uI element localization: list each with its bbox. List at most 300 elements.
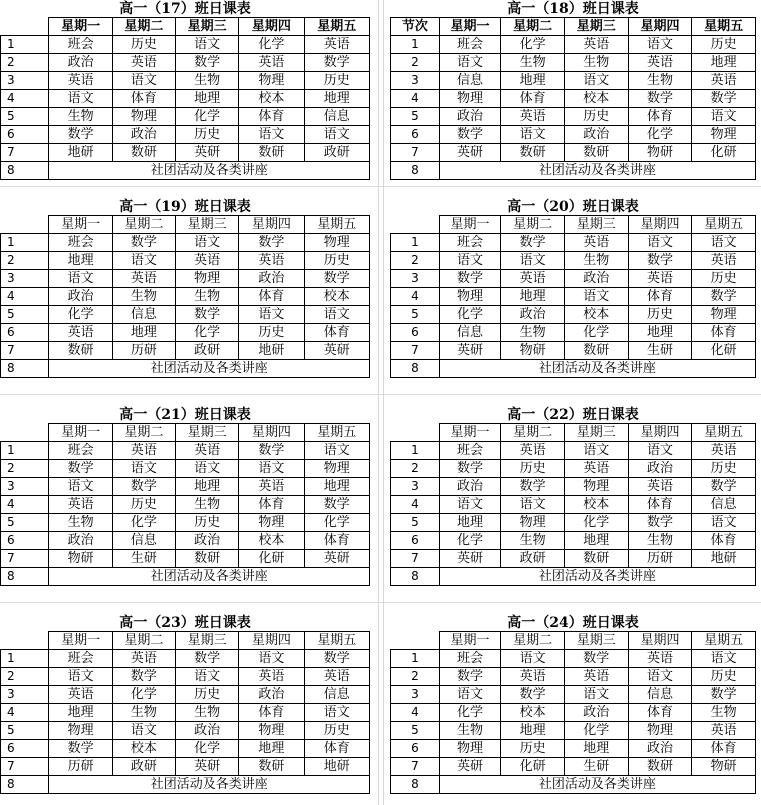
subject-cell: 历史 (239, 324, 304, 342)
subject-cell: 英语 (501, 442, 565, 460)
subject-cell: 政治 (175, 532, 238, 550)
period-number: 6 (1, 126, 49, 144)
subject-cell: 物理 (501, 514, 565, 532)
weekday-header: 星期三 (175, 18, 238, 36)
weekday-header: 星期四 (239, 632, 304, 650)
period-row (1, 342, 370, 360)
subject-cell: 化学 (501, 36, 565, 54)
weekday-header: 星期四 (239, 424, 304, 442)
period-row (391, 72, 756, 90)
period-number: 3 (1, 478, 49, 496)
period-row (1, 460, 370, 478)
period-number: 8 (391, 568, 440, 586)
weekday-header: 星期一 (439, 424, 501, 442)
subject-cell: 数研 (501, 144, 565, 162)
subject-cell: 历史 (692, 460, 756, 478)
sheet-gridline (383, 0, 384, 805)
subject-cell: 英语 (628, 270, 692, 288)
period-number: 5 (391, 722, 440, 740)
subject-cell: 班会 (49, 36, 112, 54)
period-number: 5 (391, 108, 440, 126)
subject-cell: 物理 (439, 740, 501, 758)
subject-cell: 地理 (564, 532, 628, 550)
weekday-header: 星期三 (564, 216, 628, 234)
period-row (1, 324, 370, 342)
subject-cell: 语文 (628, 442, 692, 460)
subject-cell: 数学 (439, 460, 501, 478)
subject-cell: 物理 (239, 72, 304, 90)
timetable-2 (390, 0, 756, 188)
subject-cell: 化学 (439, 306, 501, 324)
subject-cell: 英语 (49, 324, 112, 342)
subject-cell: 历史 (304, 72, 369, 90)
subject-cell: 英语 (501, 270, 565, 288)
period-number: 2 (391, 54, 440, 72)
weekday-header: 星期一 (439, 216, 501, 234)
period-row (1, 722, 370, 740)
period-row (391, 478, 756, 496)
subject-cell: 校本 (501, 704, 565, 722)
subject-cell: 化研 (692, 342, 756, 360)
subject-cell: 历史 (175, 514, 238, 532)
subject-cell: 信息 (439, 72, 501, 90)
subject-cell: 数学 (49, 126, 112, 144)
period-row (1, 668, 370, 686)
period-number: 4 (391, 90, 440, 108)
subject-cell: 政治 (175, 722, 238, 740)
period-number: 3 (391, 686, 440, 704)
timetable-grid (0, 215, 370, 378)
period-row (391, 704, 756, 722)
subject-cell: 语文 (304, 442, 369, 460)
period-row (391, 90, 756, 108)
activity-cell: 社团活动及各类讲座 (49, 162, 370, 180)
weekday-header: 星期二 (501, 424, 565, 442)
period-row (391, 668, 756, 686)
weekday-header: 星期三 (564, 18, 628, 36)
subject-cell: 地研 (239, 342, 304, 360)
subject-cell: 历研 (112, 342, 175, 360)
corner-cell (391, 632, 440, 650)
subject-cell: 英语 (692, 722, 756, 740)
period-number: 1 (1, 650, 49, 668)
period-number: 8 (391, 360, 440, 378)
weekday-header: 星期一 (49, 18, 112, 36)
weekday-header: 星期三 (564, 424, 628, 442)
period-number: 6 (391, 532, 440, 550)
period-row (1, 650, 370, 668)
subject-cell: 英研 (439, 758, 501, 776)
subject-cell: 语文 (501, 126, 565, 144)
subject-cell: 语文 (304, 306, 369, 324)
subject-cell: 历研 (49, 758, 112, 776)
subject-cell: 数学 (501, 686, 565, 704)
subject-cell: 语文 (304, 704, 369, 722)
header-row (1, 216, 370, 234)
subject-cell: 数学 (49, 740, 112, 758)
subject-cell: 历研 (628, 550, 692, 568)
weekday-header: 星期四 (628, 216, 692, 234)
subject-cell: 历史 (112, 496, 175, 514)
subject-cell: 政治 (439, 478, 501, 496)
subject-cell: 语文 (239, 126, 304, 144)
period-row (391, 686, 756, 704)
timetable-grid (390, 215, 756, 378)
subject-cell: 语文 (175, 668, 238, 686)
subject-cell: 生研 (112, 550, 175, 568)
subject-cell: 语文 (239, 460, 304, 478)
sheet-gridline (378, 0, 379, 805)
subject-cell: 体育 (628, 108, 692, 126)
subject-cell: 语文 (501, 252, 565, 270)
subject-cell: 化学 (239, 36, 304, 54)
subject-cell: 语文 (112, 252, 175, 270)
timetable-title: 高一（17）班日课表 (119, 1, 251, 17)
period-row (1, 90, 370, 108)
period-row (1, 252, 370, 270)
subject-cell: 数研 (564, 342, 628, 360)
subject-cell: 英语 (501, 668, 565, 686)
subject-cell: 生物 (628, 72, 692, 90)
sheet-gridline (0, 602, 761, 603)
subject-cell: 物理 (239, 514, 304, 532)
subject-cell: 语文 (49, 478, 112, 496)
weekday-header: 星期二 (501, 632, 565, 650)
period-number: 5 (1, 306, 49, 324)
subject-cell: 化学 (112, 514, 175, 532)
subject-cell: 语文 (175, 234, 238, 252)
period-row (391, 550, 756, 568)
activity-row (391, 360, 756, 378)
subject-cell: 生物 (564, 54, 628, 72)
sheet-gridline (0, 394, 761, 395)
subject-cell: 班会 (439, 234, 501, 252)
subject-cell: 语文 (628, 668, 692, 686)
weekday-header: 星期四 (239, 18, 304, 36)
subject-cell: 生研 (564, 758, 628, 776)
subject-cell: 数学 (175, 306, 238, 324)
period-row (391, 306, 756, 324)
subject-cell: 语文 (439, 686, 501, 704)
period-row (391, 722, 756, 740)
subject-cell: 英语 (239, 252, 304, 270)
subject-cell: 政治 (49, 54, 112, 72)
subject-cell: 生物 (628, 532, 692, 550)
subject-cell: 历史 (692, 36, 756, 54)
subject-cell: 语文 (239, 650, 304, 668)
weekday-header: 星期二 (112, 216, 175, 234)
subject-cell: 物理 (692, 306, 756, 324)
subject-cell: 英语 (49, 496, 112, 514)
period-number: 1 (1, 36, 49, 54)
subject-cell: 化研 (239, 550, 304, 568)
timetable-title: 高一（23）班日课表 (119, 615, 251, 631)
subject-cell: 数学 (692, 90, 756, 108)
weekday-header: 星期三 (175, 216, 238, 234)
subject-cell: 数研 (239, 758, 304, 776)
subject-cell: 班会 (439, 442, 501, 460)
period-row (391, 108, 756, 126)
timetable-title: 高一（19）班日课表 (119, 199, 251, 215)
period-row (1, 758, 370, 776)
corner-cell (391, 216, 440, 234)
period-header: 节次 (391, 18, 440, 36)
subject-cell: 地理 (501, 288, 565, 306)
period-row (391, 288, 756, 306)
subject-cell: 英语 (628, 54, 692, 72)
subject-cell: 校本 (112, 740, 175, 758)
subject-cell: 历史 (501, 740, 565, 758)
timetable-grid (0, 17, 370, 180)
weekday-header: 星期五 (304, 424, 369, 442)
period-row (1, 144, 370, 162)
subject-cell: 物研 (49, 550, 112, 568)
subject-cell: 政治 (239, 270, 304, 288)
timetable-title: 高一（22）班日课表 (507, 407, 639, 423)
period-row (1, 704, 370, 722)
subject-cell: 英语 (112, 270, 175, 288)
period-row (391, 758, 756, 776)
period-number: 7 (1, 342, 49, 360)
period-number: 8 (1, 360, 49, 378)
subject-cell: 政治 (112, 126, 175, 144)
subject-cell: 物理 (628, 722, 692, 740)
period-number: 6 (391, 324, 440, 342)
subject-cell: 政治 (628, 740, 692, 758)
header-row (391, 424, 756, 442)
period-row (1, 234, 370, 252)
subject-cell: 语文 (564, 72, 628, 90)
subject-cell: 历史 (564, 108, 628, 126)
subject-cell: 语文 (628, 36, 692, 54)
period-row (1, 550, 370, 568)
period-number: 3 (391, 270, 440, 288)
period-row (391, 234, 756, 252)
period-number: 7 (1, 758, 49, 776)
subject-cell: 政治 (439, 108, 501, 126)
subject-cell: 生物 (564, 252, 628, 270)
subject-cell: 英语 (112, 54, 175, 72)
period-row (391, 650, 756, 668)
subject-cell: 化学 (439, 532, 501, 550)
subject-cell: 历史 (112, 36, 175, 54)
subject-cell: 班会 (49, 234, 112, 252)
period-number: 3 (1, 72, 49, 90)
subject-cell: 体育 (501, 90, 565, 108)
subject-cell: 地理 (692, 54, 756, 72)
activity-cell: 社团活动及各类讲座 (49, 360, 370, 378)
subject-cell: 数研 (628, 758, 692, 776)
subject-cell: 生物 (175, 72, 238, 90)
subject-cell: 英研 (175, 758, 238, 776)
weekday-header: 星期四 (628, 18, 692, 36)
period-row (391, 144, 756, 162)
subject-cell: 校本 (564, 306, 628, 324)
activity-row (391, 162, 756, 180)
subject-cell: 英语 (304, 668, 369, 686)
subject-cell: 化学 (49, 306, 112, 324)
period-number: 4 (1, 288, 49, 306)
subject-cell: 体育 (628, 288, 692, 306)
subject-cell: 生物 (175, 288, 238, 306)
subject-cell: 英研 (439, 550, 501, 568)
weekday-header: 星期二 (112, 632, 175, 650)
period-number: 2 (391, 252, 440, 270)
subject-cell: 地研 (304, 758, 369, 776)
period-row (1, 108, 370, 126)
subject-cell: 政研 (175, 342, 238, 360)
period-number: 3 (391, 478, 440, 496)
corner-cell (1, 216, 49, 234)
subject-cell: 数学 (564, 650, 628, 668)
subject-cell: 物研 (501, 342, 565, 360)
period-number: 7 (391, 342, 440, 360)
timetable-title: 高一（18）班日课表 (507, 1, 639, 17)
subject-cell: 地理 (175, 478, 238, 496)
subject-cell: 数学 (304, 270, 369, 288)
subject-cell: 数学 (692, 686, 756, 704)
subject-cell: 物理 (304, 460, 369, 478)
subject-cell: 数学 (628, 252, 692, 270)
activity-row (1, 776, 370, 794)
period-number: 6 (1, 324, 49, 342)
period-row (1, 532, 370, 550)
activity-cell: 社团活动及各类讲座 (439, 360, 755, 378)
subject-cell: 地理 (439, 514, 501, 532)
period-number: 4 (1, 704, 49, 722)
subject-cell: 数研 (175, 550, 238, 568)
header-row (391, 632, 756, 650)
subject-cell: 语文 (692, 108, 756, 126)
period-number: 2 (1, 54, 49, 72)
period-number: 5 (1, 108, 49, 126)
period-number: 7 (1, 550, 49, 568)
subject-cell: 政治 (49, 532, 112, 550)
subject-cell: 地理 (49, 704, 112, 722)
subject-cell: 语文 (49, 668, 112, 686)
period-number: 8 (1, 568, 49, 586)
subject-cell: 化学 (564, 324, 628, 342)
period-row (1, 740, 370, 758)
weekday-header: 星期三 (564, 632, 628, 650)
timetable-grid (0, 631, 370, 794)
subject-cell: 生物 (175, 704, 238, 722)
subject-cell: 化学 (175, 108, 238, 126)
corner-cell (1, 424, 49, 442)
subject-cell: 历史 (692, 668, 756, 686)
period-number: 6 (391, 126, 440, 144)
subject-cell: 物理 (304, 234, 369, 252)
subject-cell: 物理 (692, 126, 756, 144)
subject-cell: 英语 (239, 668, 304, 686)
subject-cell: 历史 (628, 306, 692, 324)
subject-cell: 体育 (239, 288, 304, 306)
period-row (1, 514, 370, 532)
subject-cell: 语文 (439, 54, 501, 72)
subject-cell: 地理 (175, 90, 238, 108)
subject-cell: 体育 (692, 324, 756, 342)
subject-cell: 生物 (501, 532, 565, 550)
period-number: 4 (391, 496, 440, 514)
subject-cell: 政治 (501, 306, 565, 324)
subject-cell: 数研 (112, 144, 175, 162)
subject-cell: 化学 (112, 686, 175, 704)
period-number: 2 (391, 460, 440, 478)
subject-cell: 生物 (112, 288, 175, 306)
timetable-grid (390, 423, 756, 586)
subject-cell: 地理 (564, 740, 628, 758)
period-number: 8 (391, 162, 440, 180)
weekday-header: 星期五 (692, 216, 756, 234)
subject-cell: 地理 (304, 90, 369, 108)
period-number: 2 (1, 252, 49, 270)
subject-cell: 校本 (564, 90, 628, 108)
subject-cell: 化学 (564, 514, 628, 532)
subject-cell: 语文 (501, 496, 565, 514)
period-row (391, 460, 756, 478)
subject-cell: 政治 (49, 288, 112, 306)
subject-cell: 数学 (628, 90, 692, 108)
subject-cell: 数学 (175, 650, 238, 668)
subject-cell: 语文 (501, 650, 565, 668)
period-row (1, 478, 370, 496)
subject-cell: 物研 (692, 758, 756, 776)
weekday-header: 星期五 (692, 18, 756, 36)
corner-cell (1, 632, 49, 650)
subject-cell: 体育 (304, 532, 369, 550)
weekday-header: 星期一 (439, 632, 501, 650)
weekday-header: 星期四 (628, 424, 692, 442)
timetable-7 (0, 614, 370, 802)
subject-cell: 历史 (304, 722, 369, 740)
subject-cell: 数学 (692, 288, 756, 306)
subject-cell: 英语 (564, 36, 628, 54)
subject-cell: 物理 (112, 108, 175, 126)
subject-cell: 数学 (439, 126, 501, 144)
header-row (1, 632, 370, 650)
subject-cell: 体育 (692, 740, 756, 758)
timetable-5 (0, 406, 370, 594)
subject-cell: 语文 (564, 686, 628, 704)
subject-cell: 英语 (49, 686, 112, 704)
subject-cell: 英语 (692, 252, 756, 270)
subject-cell: 数学 (112, 668, 175, 686)
timetable-1 (0, 0, 370, 188)
subject-cell: 化学 (439, 704, 501, 722)
subject-cell: 语文 (439, 252, 501, 270)
period-row (391, 324, 756, 342)
weekday-header: 星期二 (112, 18, 175, 36)
subject-cell: 生物 (49, 108, 112, 126)
period-row (1, 686, 370, 704)
period-number: 7 (391, 550, 440, 568)
activity-cell: 社团活动及各类讲座 (439, 568, 755, 586)
subject-cell: 物理 (239, 722, 304, 740)
subject-cell: 信息 (628, 686, 692, 704)
period-number: 8 (1, 162, 49, 180)
subject-cell: 英语 (501, 108, 565, 126)
timetable-title: 高一（24）班日课表 (507, 615, 639, 631)
subject-cell: 英研 (304, 550, 369, 568)
period-number: 1 (391, 650, 440, 668)
subject-cell: 信息 (112, 306, 175, 324)
subject-cell: 语文 (49, 90, 112, 108)
subject-cell: 数学 (239, 234, 304, 252)
subject-cell: 数学 (304, 54, 369, 72)
period-number: 5 (1, 514, 49, 532)
subject-cell: 生物 (175, 496, 238, 514)
subject-cell: 政治 (564, 270, 628, 288)
